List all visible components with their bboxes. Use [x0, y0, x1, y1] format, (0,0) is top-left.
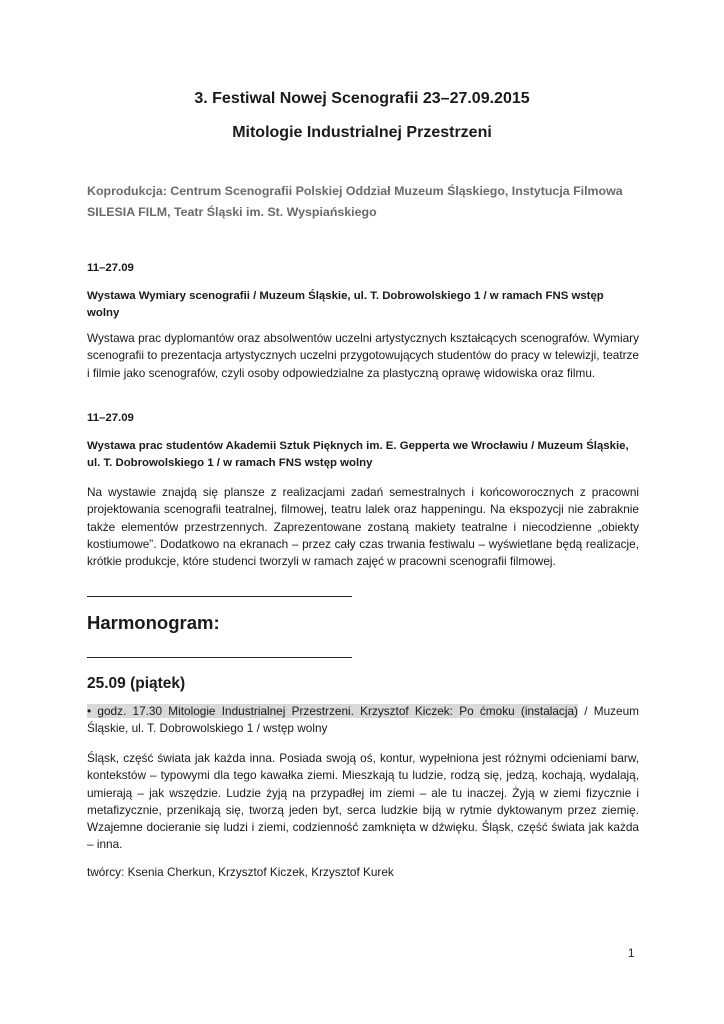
event-description: Śląsk, część świata jak każda inna. Posiada swoją oś, kontur, wypełniona jest różnymi odcieniami barw, kontekstów – typowymi dla tego kawałka ziemi. Mieszkają tu ludzie, rodzą się, jedzą, kochają, wydalają, umierają – jak wszędzie. Ludzie żyją na przypadłej im ziemi – ale tu inaczej. Żyją w ziemi fizycznie i metafizycznie, przenikają się, tworzą jeden byt, serca ludzkie biją w rytmie dyktowanym przez ziemię. Wzajemne docieranie się ludzi i ziemi, codzienność zamknięta w dźwięku. Śląsk, część świata jak każda – inna. — [87, 751, 639, 852]
exhibition-2-dates: 11–27.09 — [87, 412, 134, 424]
document-subtitle: Mitologie Industrialnej Przestrzeni — [232, 124, 492, 141]
event-line — [87, 703, 639, 738]
exhibition-1-description: Wystawa prac dyplomantów oraz absolwentów uczelni artystycznych kształcących scenografów. Wymiary scenografii to prezentacja artystycznych uczelni przygotowujących studentów do pracy w telewizji, teatrze i filmie jako scenografów, czyli osoby odpowiedzialne za plastyczną oprawę widowiska oraz filmu. — [87, 331, 639, 380]
coproduction-text: Koprodukcja: Centrum Scenografii Polskiej Oddział Muzeum Śląskiego, Instytucja Filmowa SILESIA FILM, Teatr Śląski im. St. Wyspiańskiego — [87, 184, 623, 219]
exhibition-2-title: Wystawa prac studentów Akademii Sztuk Pięknych im. E. Gepperta we Wrocławiu / Muzeum Śląskie, ul. T. Dobrowolskiego 1 / w ramach FNS wstęp wolny — [87, 440, 629, 469]
day-heading: 25.09 (piątek) — [87, 675, 186, 692]
exhibition-1-title: Wystawa Wymiary scenografii / Muzeum Śląskie, ul. T. Dobrowolskiego 1 / w ramach FNS wstęp wolny — [87, 290, 604, 319]
document-title: 3. Festiwal Nowej Scenografii 23–27.09.2015 — [194, 90, 530, 107]
exhibition-1-dates: 11–27.09 — [87, 262, 134, 274]
exhibition-2-description: Na wystawie znajdą się plansze z realizacjami zadań semestralnych i końcoworocznych z pracowni projektowania scenografii teatralnej, filmowej, teatru lalek oraz happeningu. Na ekspozycji nie zabraknie także elementów przestrzennych. Zaprezentowane zostaną makiety teatralne i niecodzienne „obiekty kostiumowe”. Dodatkowo na ekranach – przez cały czas trwania festiwalu – wyświetlane będą realizacje, krótkie produkcje, które studenci tworzyli w ramach zajęć w pracowni scenografii filmowej. — [87, 485, 639, 569]
event-location: / Muzeum Śląskie, ul. T. Dobrowolskiego 1 / wstęp wolny — [87, 704, 639, 736]
page-number: 1 — [628, 948, 635, 960]
event-highlight: • godz. 17.30 Mitologie Industrialnej Przestrzeni. Krzysztof Kiczek: Po ćmoku (instalacja) — [87, 704, 578, 718]
event-creators: twórcy: Ksenia Cherkun, Krzysztof Kiczek, Krzysztof Kurek — [87, 865, 394, 879]
separator-line — [87, 657, 352, 658]
harmonogram-heading: Harmonogram: — [87, 612, 220, 633]
separator-line — [87, 596, 352, 597]
